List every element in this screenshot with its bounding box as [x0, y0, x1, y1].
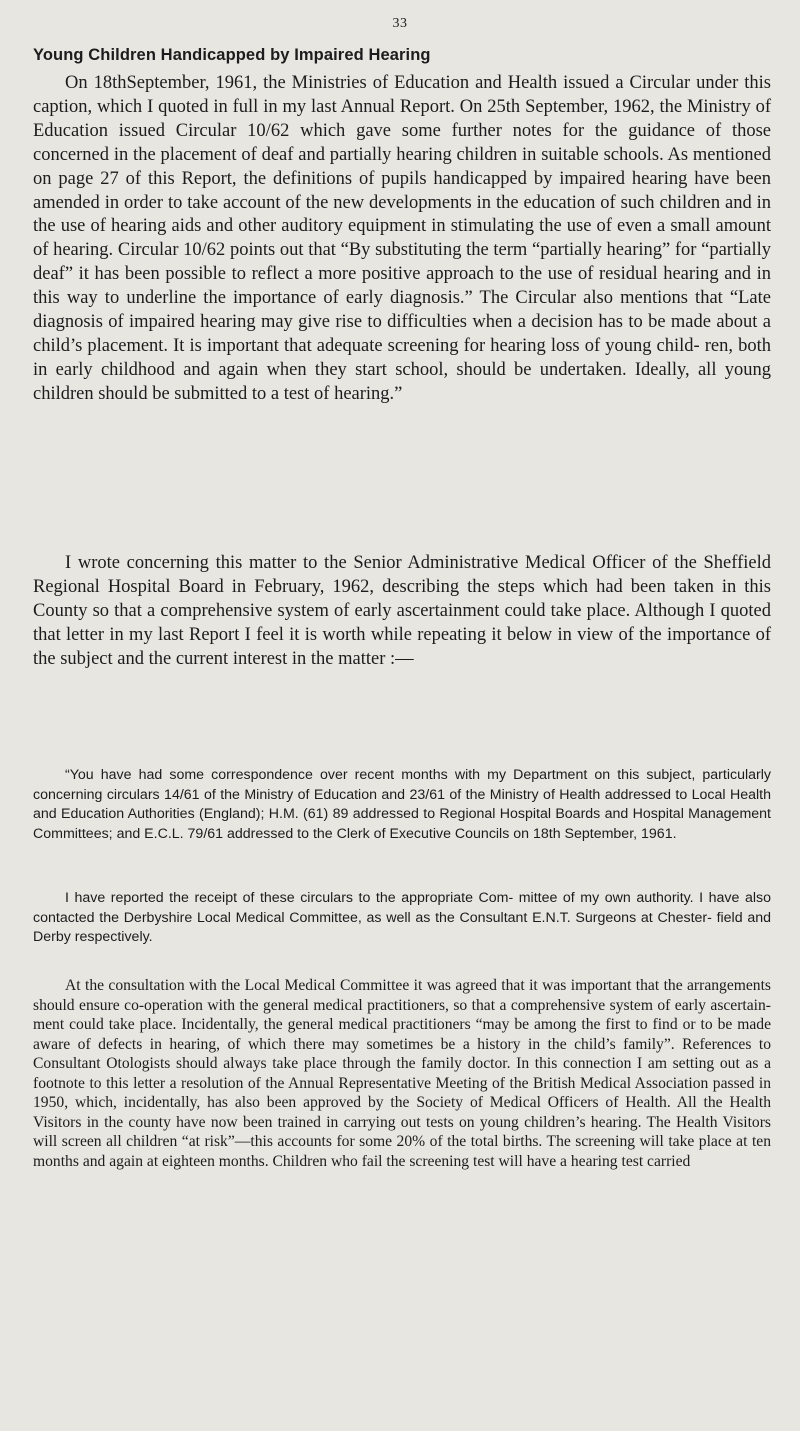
quoted-letter-paragraph-2: I have reported the receipt of these circulars to the appropriate Com- mittee of my own authority. I have also contacted the Derbyshire Local Medical Committee, as well as the Consultant E.N.T. Surgeons at Chester- field and Derby respectively.: [33, 890, 771, 946]
page-number: 33: [392, 16, 408, 31]
quoted-letter-paragraph-1: “You have had some correspondence over recent months with my Department on this subject, particularly concerning circulars 14/61 of the Ministry of Education and 23/61 of the Ministry of Health addressed to Local Health and Education Authorities (England); H.M. (61) 89 addressed to Regional Hospital Boards and Hospital Management Committees; and E.C.L. 79/61 addressed to the Clerk of Executive Councils on 18th September, 1961.: [33, 767, 771, 842]
body-paragraph-2: I wrote concerning this matter to the Senior Administrative Medical Officer of the Sheffield Regional Hospital Board in February, 1962, describing the steps which had been taken in this County so that a comprehensive system of early ascertainment could take place. Although I quoted that letter in my last Report I feel it is worth while repeating it below in view of the importance of the subject and the current interest in the matter :—: [33, 553, 771, 669]
section-heading: Young Children Handicapped by Impaired Hearing: [33, 46, 431, 64]
quoted-letter-paragraph-3: At the consultation with the Local Medical Committee it was agreed that it was important that the arrangements should ensure co-operation with the general medical practitioners, so that a comprehensive system of early ascertain- ment could take place. Incidentally, the general medical practitioners “may be among the first to find or to be made aware of defects in hearing, of which there may sometimes be a history in the child’s family”. References to Consultant Otologists should always take place through the family doctor. In this connection I am setting out as a footnote to this letter a resolution of the Annual Representative Meeting of the British Medical Association passed in 1950, which, incidentally, has also been approved by the Society of Medical Officers of Health. All the Health Visitors in the county have now been trained in carrying out tests on young children’s hearing. The Health Visitors will screen all children “at risk”—this accounts for some 20% of the total births. The screening will take place at ten months and again at eighteen months. Children who fail the screening test will have a hearing test carried: [33, 977, 771, 1170]
body-paragraph-1: On 18thSeptember, 1961, the Ministries of Education and Health issued a Circular under this caption, which I quoted in full in my last Annual Report. On 25th September, 1962, the Ministry of Education issued Circular 10/62 which gave some further notes for the guidance of those concerned in the placement of deaf and partially hearing children in suitable schools. As mentioned on page 27 of this Report, the definitions of pupils handicapped by impaired hearing have been amended in order to take account of the new developments in the education of such children and in the use of hearing aids and other auditory equipment in stimulating the use of even a small amount of hearing. Circular 10/62 points out that “By substituting the term “partially hearing” for “partially deaf” it has been possible to reflect a more positive approach to the use of residual hearing and in this way to underline the importance of early diagnosis.” The Circular also mentions that “Late diagnosis of impaired hearing may give rise to difficulties when a decision has to be made about a child’s placement. It is important that adequate screening for hearing loss of young child- ren, both in early childhood and again when they start school, should be undertaken. Ideally, all young children should be submitted to a test of hearing.”: [33, 73, 771, 404]
